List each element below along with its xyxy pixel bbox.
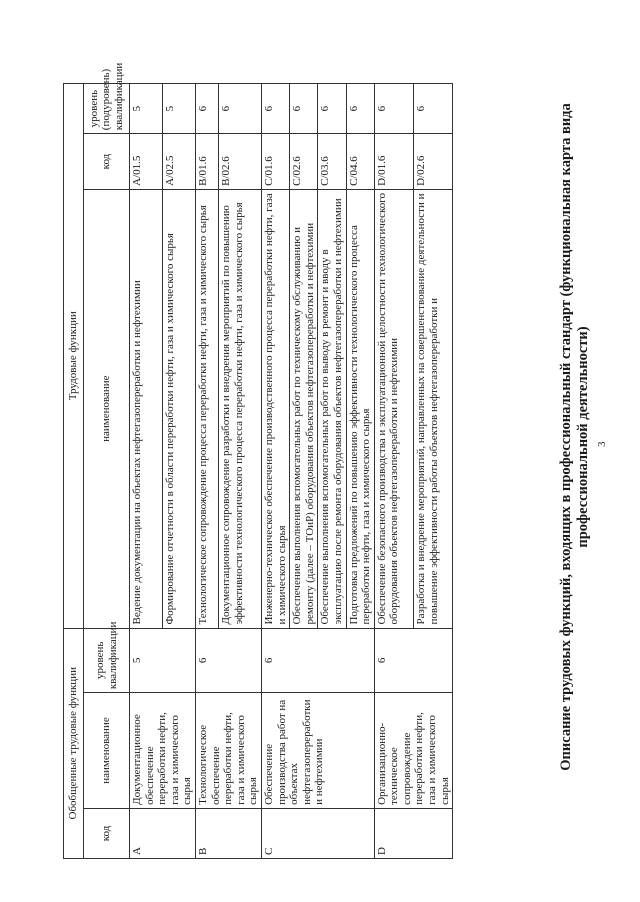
function-name: Инженерно-техническое обеспечение производственного процесса переработки нефти, газа и химического сырья xyxy=(261,189,289,628)
header-code: код xyxy=(84,808,130,858)
function-level: 6 xyxy=(290,84,318,134)
header-level: уровень квалификации xyxy=(84,628,130,693)
header-generalized: Обобщенные трудовые функции xyxy=(64,628,84,858)
table-row xyxy=(261,84,289,859)
function-level: 5 xyxy=(130,84,163,134)
group-name: Обеспечение производства работ на объектах нефтегазопереработки и нефтехимии xyxy=(261,693,374,809)
function-code: C/03.6 xyxy=(318,134,346,190)
function-code: B/01.6 xyxy=(195,134,218,190)
function-code: A/02.5 xyxy=(162,134,195,190)
table-header xyxy=(64,62,130,859)
function-level: 6 xyxy=(219,84,261,134)
group-name: Технологическое обеспечение переработки нефти, газа и химического сырья xyxy=(195,693,261,809)
group-level: 6 xyxy=(374,628,453,693)
header-tf-name: наименование xyxy=(84,189,130,628)
function-code: D/02.6 xyxy=(413,134,452,190)
function-code: D/01.6 xyxy=(374,134,413,190)
group-code: A xyxy=(130,808,196,858)
table-row xyxy=(130,84,163,859)
header-tf-level: уровень (подуровень) квалификации xyxy=(84,84,130,134)
function-name: Разработка и внедрение мероприятий, направленных на совершенствование деятельности и повышение эффективности работы объектов нефтегазопереработки и xyxy=(413,189,452,628)
function-level: 6 xyxy=(374,84,413,134)
table-row xyxy=(374,84,413,859)
function-code: B/02.6 xyxy=(219,134,261,190)
function-code: C/04.6 xyxy=(346,134,374,190)
function-level: 6 xyxy=(346,84,374,134)
group-level: 5 xyxy=(130,628,196,693)
group-code: C xyxy=(261,808,374,858)
function-level: 6 xyxy=(261,84,289,134)
function-code: C/02.6 xyxy=(290,134,318,190)
header-tf-code: код xyxy=(84,134,130,190)
function-level: 5 xyxy=(162,84,195,134)
function-name: Обеспечение выполнения вспомогательных работ по выводу в ремонт и вводу в эксплуатацию после ремонта оборудования объектов нефтегазопереработки и нефтехимии xyxy=(318,189,346,628)
group-level: 6 xyxy=(261,628,374,693)
function-level: 6 xyxy=(318,84,346,134)
function-level: 6 xyxy=(195,84,218,134)
table-row xyxy=(195,84,218,859)
group-level: 6 xyxy=(195,628,261,693)
function-name: Подготовка предложений по повышению эффективности технологического процесса переработки нефти, газа и химического сырья xyxy=(346,189,374,628)
group-name: Организационно-техническое сопровождение переработки нефти, газа и химического сырья xyxy=(374,693,453,809)
function-name: Формирование отчетности в области переработки нефти, газа и химического сырья xyxy=(162,189,195,628)
group-code: D xyxy=(374,808,453,858)
function-name: Обеспечение выполнения вспомогательных работ по техническому обслуживанию и ремонту (далее – ТОиР) оборудования объектов нефтегазопереработки и нефтехимии xyxy=(290,189,318,628)
function-code: C/01.6 xyxy=(261,134,289,190)
header-name: наименование xyxy=(84,693,130,809)
table-body xyxy=(130,84,453,859)
functions-table xyxy=(63,62,453,859)
group-name: Документационное обеспечение переработки нефти, газа и химического сырья xyxy=(130,693,196,809)
function-name: Обеспечение безопасного производства и эксплуатационной целостности технологического оборудования объектов нефтегазопереработки и нефтехимии xyxy=(374,189,413,628)
function-code: A/01.5 xyxy=(130,134,163,190)
function-name: Документационное сопровождение разработки и внедрения мероприятий по повышению эффективности технологического процесса переработки нефти, газа и химического сырья xyxy=(219,189,261,628)
page-number: 3 xyxy=(596,441,608,447)
function-name: Технологическое сопровождение процесса переработки нефти, газа и химического сырья xyxy=(195,189,218,628)
header-labor: Трудовые функции xyxy=(64,84,84,629)
document-title: Описание трудовых функций, входящих в профессиональный стандарт (функциональная карта вида профессиональной деятельности) xyxy=(558,103,591,771)
group-code: B xyxy=(195,808,261,858)
function-level: 6 xyxy=(413,84,452,134)
function-name: Ведение документации на объектах нефтегазопереработки и нефтехимии xyxy=(130,189,163,628)
